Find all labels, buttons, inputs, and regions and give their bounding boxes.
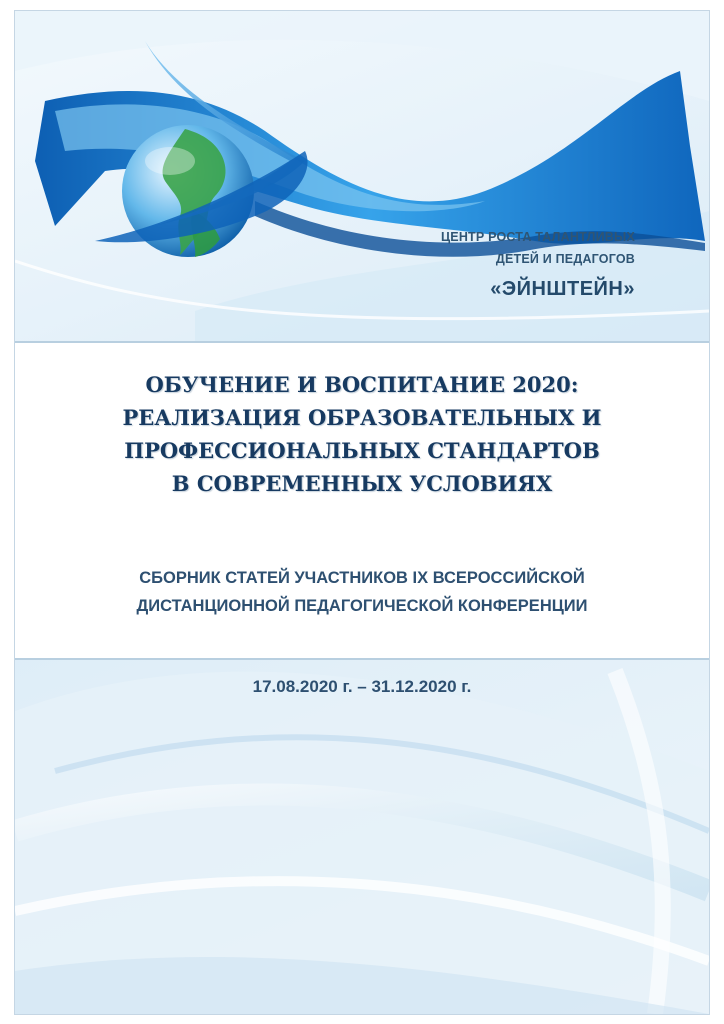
- subtitle-line-2: ДИСТАНЦИОННОЙ ПЕДАГОГИЧЕСКОЙ КОНФЕРЕНЦИИ: [136, 597, 588, 615]
- title-line-3: ПРОФЕССИОНАЛЬНЫХ СТАНДАРТОВ: [124, 438, 600, 463]
- conference-dates: 17.08.2020 г. – 31.12.2020 г.: [252, 677, 472, 696]
- page-title: [15, 368, 709, 500]
- organization-line-2: ДЕТЕЙ И ПЕДАГОГОВ: [495, 252, 635, 266]
- band-border-bottom: [15, 658, 709, 660]
- subtitle-line-1: СБОРНИК СТАТЕЙ УЧАСТНИКОВ IX ВСЕРОССИЙСКОЙ: [139, 569, 585, 587]
- title-line-4: В СОВРЕМЕННЫХ УСЛОВИЯХ: [171, 471, 553, 496]
- organization-name: «ЭЙНШТЕЙН»: [490, 278, 635, 300]
- subtitle: [15, 564, 709, 620]
- title-line-1: ОБУЧЕНИЕ И ВОСПИТАНИЕ 2020:: [145, 372, 579, 397]
- cover-frame: [14, 10, 710, 1015]
- title-line-2: РЕАЛИЗАЦИЯ ОБРАЗОВАТЕЛЬНЫХ И: [122, 405, 602, 430]
- organization-block: [441, 226, 635, 304]
- organization-line-1: ЦЕНТР РОСТА ТАЛАНТЛИВЫХ: [440, 230, 635, 244]
